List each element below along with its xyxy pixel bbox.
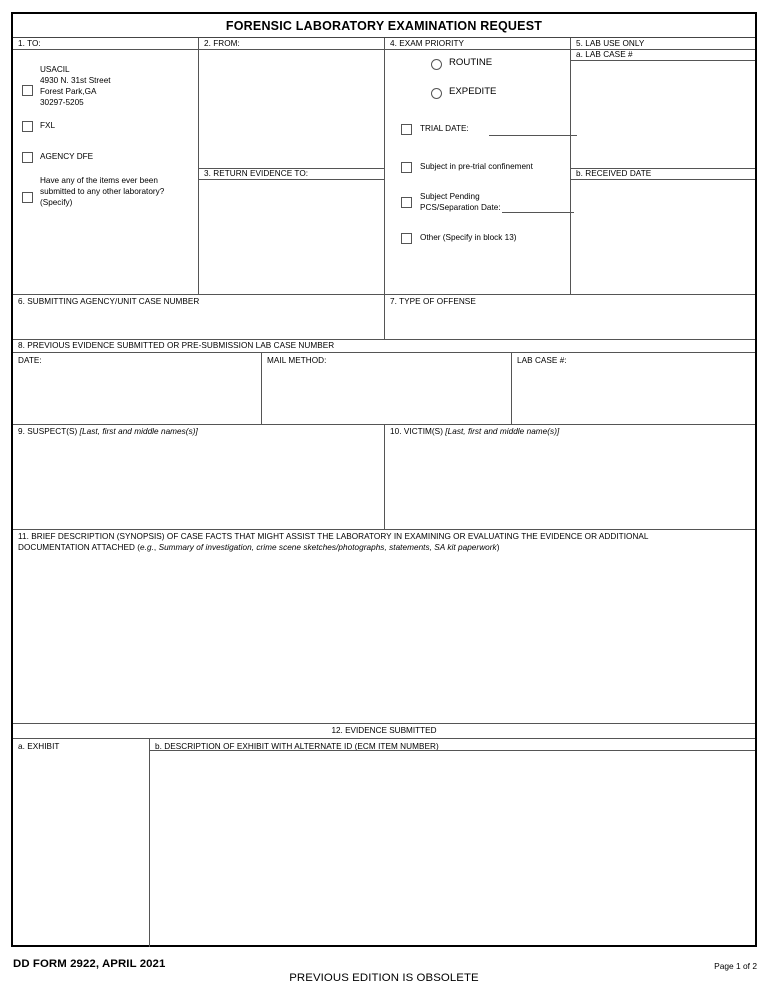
previously-submitted-line-1: Have any of the items ever been — [40, 176, 158, 185]
block12-exhibit-label: a. EXHIBIT — [18, 742, 60, 751]
block2-3-cell — [199, 38, 385, 294]
block5-lab-case-label: a. LAB CASE # — [576, 50, 633, 59]
checkbox-to-fxl[interactable] — [22, 121, 33, 132]
block4-heading: 4. EXAM PRIORITY — [390, 39, 465, 48]
block8-mail-method-label: MAIL METHOD: — [267, 356, 327, 365]
block12-description-col — [150, 738, 755, 947]
block11-heading-italic-b: Summary of investigation, crime scene sketches/photographs, statements, SA kit paperwork — [158, 543, 497, 552]
checkbox-other-specify[interactable] — [401, 233, 412, 244]
block9-cell — [13, 424, 385, 529]
radio-expedite[interactable] — [431, 88, 442, 99]
checkbox-previously-submitted[interactable] — [22, 192, 33, 203]
page-number-label: Page 1 of 2 — [714, 961, 757, 971]
block7-heading: 7. TYPE OF OFFENSE — [390, 297, 476, 306]
block6-heading: 6. SUBMITTING AGENCY/UNIT CASE NUMBER — [18, 297, 200, 306]
checkbox-subject-pending-pcs[interactable] — [401, 197, 412, 208]
block11-heading-italic-a: e.g. — [140, 543, 154, 552]
trial-date-label: TRIAL DATE: — [420, 124, 469, 133]
block5-heading: 5. LAB USE ONLY — [576, 39, 645, 48]
radio-expedite-label: EXPEDITE — [449, 86, 497, 97]
trial-date-write-line[interactable] — [489, 135, 577, 136]
block1-heading-rule — [13, 49, 199, 50]
block8-heading: 8. PREVIOUS EVIDENCE SUBMITTED OR PRE-SUBMISSION LAB CASE NUMBER — [18, 341, 335, 350]
block12-heading: 12. EVIDENCE SUBMITTED — [331, 726, 437, 735]
block12-description-heading-rule — [150, 750, 755, 751]
subject-pending-label-line-2: PCS/Separation Date: — [420, 203, 501, 212]
block8-lab-case-label: LAB CASE #: — [517, 356, 567, 365]
block11-heading-line-2 — [18, 543, 499, 554]
checkbox-to-usacil[interactable] — [22, 85, 33, 96]
block12-exhibit-col — [13, 738, 150, 947]
block10-heading-number: 10. VICTIM(S) — [390, 427, 446, 436]
block2-heading: 2. FROM: — [204, 39, 240, 48]
to-fxl-label: FXL — [40, 121, 56, 130]
block11-heading-plain-b: , — [153, 543, 159, 552]
block8-date-label: DATE: — [18, 356, 42, 365]
previously-submitted-line-3: (Specify) — [40, 198, 73, 207]
block11-bottom-rule — [13, 723, 755, 724]
block9-heading — [18, 427, 198, 438]
block11-heading-plain-a: DOCUMENTATION ATTACHED ( — [18, 543, 141, 552]
checkbox-to-agency-dfe[interactable] — [22, 152, 33, 163]
other-specify-label: Other (Specify in block 13) — [420, 233, 517, 242]
to-usacil-line-4: 30297-5205 — [40, 98, 84, 107]
pcs-separation-date-write-line[interactable] — [502, 212, 574, 213]
to-usacil-line-3: Forest Park,GA — [40, 87, 97, 96]
block11-cell — [13, 529, 755, 723]
block10-cell — [385, 424, 755, 529]
block9-heading-italic: [Last, first and middle names(s)] — [79, 427, 198, 436]
block3-heading: 3. RETURN EVIDENCE TO: — [204, 169, 309, 178]
block10-heading-italic: [Last, first and middle name(s)] — [445, 427, 560, 436]
checkbox-trial-date[interactable] — [401, 124, 412, 135]
block11-heading-plain-c: ) — [496, 543, 500, 552]
block11-heading-line-1: 11. BRIEF DESCRIPTION (SYNOPSIS) OF CASE FACTS THAT MIGHT ASSIST THE LABORATORY IN EXAMINING OR EVALUATING THE EVIDENCE OR ADDITIONAL — [18, 532, 649, 541]
previously-submitted-line-2: submitted to any other laboratory? — [40, 187, 165, 196]
block1-heading: 1. TO: — [18, 39, 41, 48]
form-title-bar — [13, 14, 755, 38]
to-agency-dfe-label: AGENCY DFE — [40, 152, 94, 161]
block10-heading — [390, 427, 559, 438]
subject-pending-label-line-1: Subject Pending — [420, 192, 480, 201]
radio-routine-label: ROUTINE — [449, 57, 493, 68]
block5-received-date-label: b. RECEIVED DATE — [576, 169, 652, 178]
row2-bottom-rule — [13, 339, 755, 340]
page-title: FORENSIC LABORATORY EXAMINATION REQUEST — [225, 18, 543, 33]
form-outer-frame — [11, 12, 757, 947]
checkbox-pretrial-confinement[interactable] — [401, 162, 412, 173]
pretrial-confinement-label: Subject in pre-trial confinement — [420, 162, 533, 171]
radio-routine[interactable] — [431, 59, 442, 70]
block12-description-label: b. DESCRIPTION OF EXHIBIT WITH ALTERNATE ID (ECM ITEM NUMBER) — [155, 742, 439, 751]
block8-date-cell — [13, 352, 262, 424]
block5-cell — [571, 38, 755, 294]
to-usacil-line-2: 4930 N. 31st Street — [40, 76, 111, 85]
edition-notice-label: PREVIOUS EDITION IS OBSOLETE — [289, 972, 479, 984]
block9-heading-number: 9. SUSPECT(S) — [18, 427, 80, 436]
form-id-label: DD FORM 2922, APRIL 2021 — [13, 958, 166, 970]
to-usacil-line-1: USACIL — [40, 65, 70, 74]
